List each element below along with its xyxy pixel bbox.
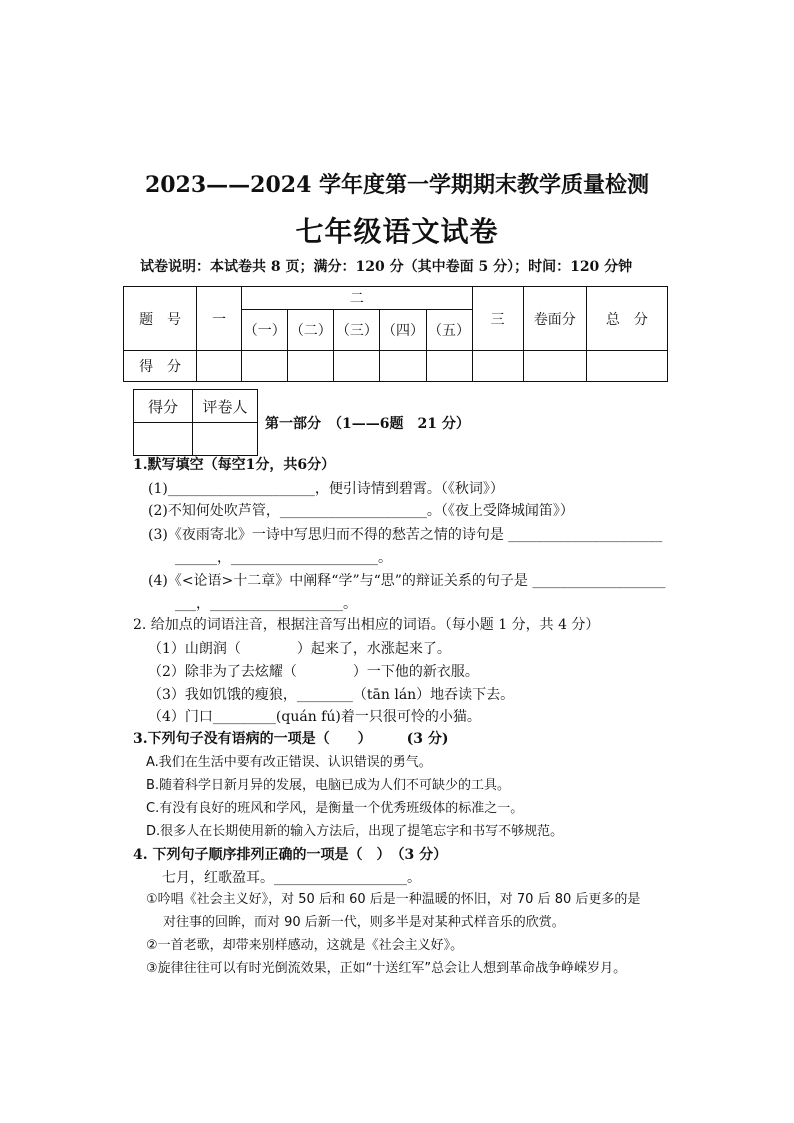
q1-item-1: (1)_____________________，便引诗情到碧霄。（《秋词》） — [148, 481, 504, 497]
exam-note: 试卷说明：本试卷共 8 页；满分：120 分（其中卷面 5 分）；时间：120 分钟 — [140, 259, 633, 275]
score-input-san[interactable] — [472, 351, 523, 382]
q2-item-2: （2）除非为了去炫耀（ ）一下他的新衣服。 — [148, 664, 479, 680]
score-input-sub-5[interactable] — [426, 351, 472, 382]
q4-sentence-1: ①吟唱《社会主义好》，对 50 后和 60 后是一种温暖的怀旧，对 70 后 80 后更多的是 — [146, 892, 641, 907]
q1-item-4-cont: ___，___________________。 — [175, 596, 357, 612]
score-table — [123, 286, 668, 382]
cell-sub-3: （三） — [334, 310, 380, 351]
cell-tihao: 题 号 — [124, 287, 197, 351]
q1-item-2: (2)不知何处吹芦管，_____________________。（《夜上受降城闻笛》） — [148, 503, 574, 519]
q4-sentence-1-cont: 对往事的回眸，而对 90 后新一代，则多半是对某种式样音乐的欣赏。 — [163, 915, 565, 930]
cell-san: 三 — [472, 287, 523, 351]
cell-er: 二 — [242, 287, 472, 310]
part-heading: 第一部分 （1——6题 21 分） — [265, 416, 470, 432]
cell-sub-2: （二） — [288, 310, 334, 351]
grader-defen-label: 得分 — [134, 390, 193, 423]
exam-title: 2023——2024 学年度第一学期期末教学质量检测 — [144, 172, 650, 198]
score-input-sub-4[interactable] — [380, 351, 426, 382]
score-input-sub-1[interactable] — [242, 351, 288, 382]
cell-zongfen: 总 分 — [586, 287, 667, 351]
cell-yi: 一 — [197, 287, 242, 351]
q1-item-4: (4)《<论语>十二章》中阐释“学”与“思”的辩证关系的句子是 ___________________ — [148, 573, 666, 589]
grader-pingjuanren-label: 评卷人 — [193, 390, 258, 423]
q3-option-a: A.我们在生活中要有改正错误、认识错误的勇气。 — [146, 755, 432, 770]
score-input-zongfen[interactable] — [586, 351, 667, 382]
grader-score-cell[interactable] — [134, 423, 193, 456]
q4-sentence-3: ③旋律往往可以有时光倒流效果，正如“十送红军”总会让人想到革命战争峥嵘岁月。 — [146, 961, 627, 976]
q3-option-c: C.有没有良好的班风和学风，是衡量一个优秀班级体的标准之一。 — [146, 801, 524, 816]
score-input-sub-3[interactable] — [334, 351, 380, 382]
q2-item-4: （4）门口_________(quán fú)着一只很可怜的小猫。 — [148, 709, 481, 725]
score-input-sub-2[interactable] — [288, 351, 334, 382]
q1-item-3: (3)《夜雨寄北》一诗中写思归而不得的愁苦之情的诗句是 ______________________ — [148, 527, 663, 543]
cell-sub-1: （一） — [242, 310, 288, 351]
score-input-juanmian[interactable] — [523, 351, 586, 382]
q3-option-b: B.随着科学日新月异的发展，电脑已成为人们不可缺少的工具。 — [146, 778, 511, 793]
q3-stem: 3.下列句子没有语病的一项是（ ） (3 分) — [133, 731, 449, 747]
cell-sub-4: （四） — [380, 310, 426, 351]
q1-stem: 1.默写填空（每空1分，共6分） — [133, 457, 336, 473]
q4-intro: 七月，红歌盈耳。___________________。 — [162, 870, 421, 886]
q2-stem: 2. 给加点的词语注音，根据注音写出相应的词语。（每小题 1 分，共 4 分） — [133, 617, 600, 633]
q4-stem: 4. 下列句子顺序排列正确的一项是（ ） （3 分） — [133, 847, 448, 863]
grader-name-cell[interactable] — [193, 423, 258, 456]
grader-box — [133, 389, 258, 456]
q2-item-1: （1）山朗润（ ）起来了，水涨起来了。 — [148, 641, 451, 657]
cell-defen: 得 分 — [124, 351, 197, 382]
q1-item-3-cont: ______，_____________________。 — [175, 550, 392, 566]
cell-sub-5: （五） — [426, 310, 472, 351]
q2-item-3: （3）我如饥饿的瘦狼，________（tān lán）地吞读下去。 — [148, 687, 515, 703]
exam-subtitle: 七年级语文试卷 — [295, 215, 499, 248]
q4-sentence-2: ②一首老歌，却带来别样感动，这就是《社会主义好》。 — [146, 938, 464, 953]
q3-option-d: D.很多人在长期使用新的输入方法后，出现了提笔忘字和书写不够规范。 — [146, 824, 564, 839]
cell-juanmian: 卷面分 — [523, 287, 586, 351]
score-input-yi[interactable] — [197, 351, 242, 382]
